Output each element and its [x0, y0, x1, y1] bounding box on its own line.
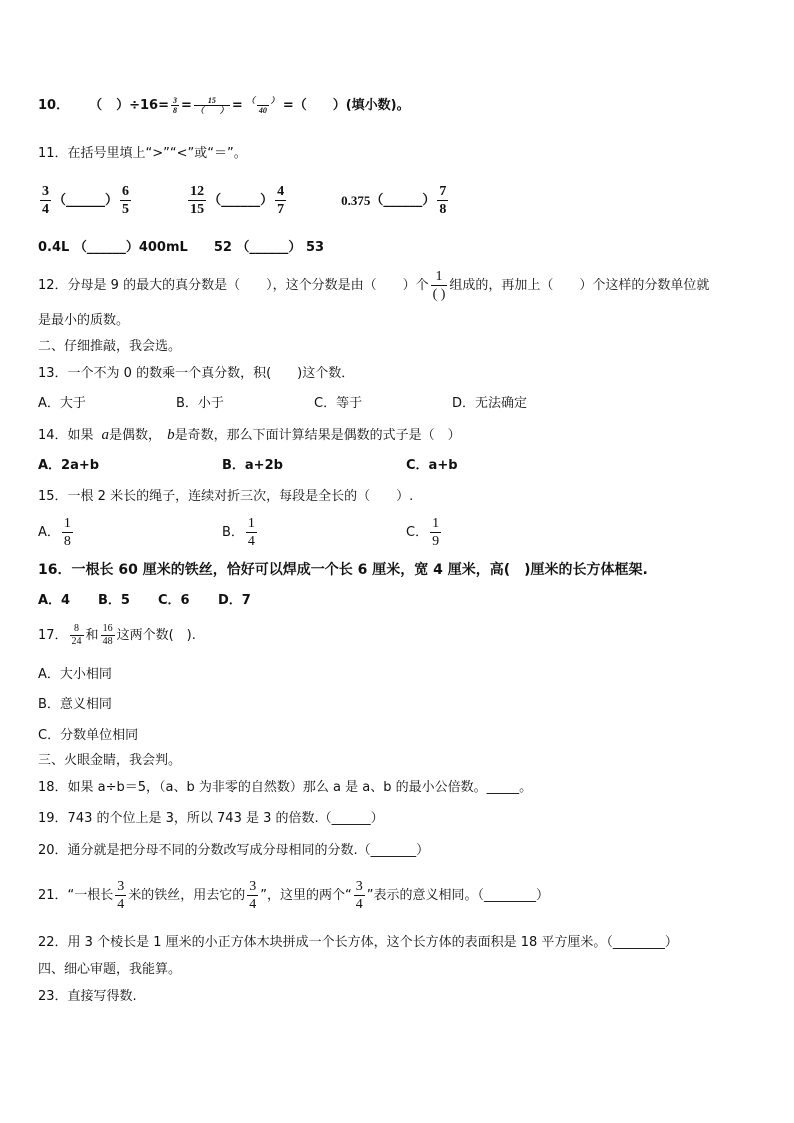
option-c[interactable]: C．等于	[314, 396, 363, 411]
fraction-16-48: $\frac{16}{48}$	[102, 623, 113, 647]
compare-blank: （______）	[370, 192, 436, 208]
fraction-unit-1: $\frac{1}{( )}$	[432, 269, 446, 302]
q10-tail: =（ ）(填小数)。	[282, 97, 410, 113]
option-a[interactable]: A．4	[38, 593, 71, 608]
question-15: 15．一根 2 米长的绳子，连续对折三次，每段是全长的（ ）.	[38, 489, 414, 504]
fraction-3-4: $\frac{3}{4}$	[117, 879, 125, 912]
compare-blank: （______）	[53, 192, 119, 208]
question-12-line-2: 是最小的质数。	[38, 313, 130, 328]
option-d[interactable]: D．7	[218, 593, 251, 608]
fraction-3-4: $\frac{3}{4}$	[249, 879, 257, 912]
question-12-line-1: 12．分母是 9 的最大的真分数是（ ），这个分数是由（ ）个 $\frac{1}{( )}$ 组成的，再加上（ ）个这样的分数单位就	[38, 269, 710, 302]
option-a[interactable]: A． $\frac{1}{8}$	[38, 516, 71, 549]
q17-option-c[interactable]: C．分数单位相同	[38, 728, 139, 743]
question-23: 23．直接写得数.	[38, 989, 137, 1004]
q10-number: 10．	[38, 97, 70, 113]
option-a[interactable]: A．2a+b	[38, 458, 100, 473]
q11-row-1	[38, 183, 450, 218]
option-c[interactable]: C．6	[158, 593, 190, 608]
fraction-blank-40: $\frac{( )}{40}$	[246, 96, 279, 115]
option-d[interactable]: D．无法确定	[452, 396, 528, 411]
q14-options	[38, 458, 458, 474]
question-18: 18．如果 a÷b＝5，（a、b 为非零的自然数）那么 a 是 a、b 的最小公倍数。_____。	[38, 780, 533, 795]
option-b[interactable]: B．a+2b	[222, 458, 283, 473]
q17-option-a[interactable]: A．大小相同	[38, 667, 112, 682]
decimal-0375: 0.375	[341, 192, 371, 208]
q11-row-2	[38, 240, 324, 256]
fraction-1-8: $\frac{1}{8}$	[63, 516, 71, 549]
fraction-7-8: $\frac{7}{8}$	[439, 184, 447, 217]
fraction-8-24: $\frac{8}{24}$	[71, 623, 82, 647]
fraction-3-4: $\frac{3}{4}$	[355, 879, 363, 912]
compare-52-53: 52 （______） 53	[213, 240, 325, 255]
fraction-4-7: $\frac{4}{7}$	[277, 184, 285, 217]
fraction-1-9: $\frac{1}{9}$	[432, 516, 440, 549]
section-2-heading: 二、仔细推敲，我会选。	[38, 339, 182, 354]
q16-options	[38, 593, 251, 609]
option-b[interactable]: B．小于	[176, 396, 224, 411]
fraction-12-15: $\frac{12}{15}$	[190, 184, 205, 217]
q10-divide-16: ）÷16=	[116, 97, 169, 113]
question-10: 10． （ ）÷16= $\frac{3}{8}$ = $\frac{15}{( )}$ = $\frac{( )}{40}$ =（ ）(填小数)。	[38, 96, 410, 115]
question-16: 16．一根长 60 厘米的铁丝，恰好可以焊成一个长 6 厘米，宽 4 厘米，高( )厘米的长方体框架.	[38, 562, 648, 578]
q17-option-b[interactable]: B．意义相同	[38, 697, 112, 712]
compare-blank: （______）	[208, 192, 274, 208]
variable-a: a	[101, 427, 110, 443]
fraction-6-5: $\frac{6}{5}$	[122, 184, 130, 217]
question-19: 19．743 的个位上是 3，所以 743 是 3 的倍数.（______）	[38, 811, 384, 826]
question-20: 20．通分就是把分母不同的分数改写成分母相同的分数.（_______）	[38, 843, 430, 858]
section-4-heading: 四、细心审题，我能算。	[38, 962, 182, 977]
question-21: 21．“一根长 $\frac{3}{4}$ 米的铁丝，用去它的 $\frac{3}{4}$ ”，这里的两个“ $\frac{3}{4}$ ”表示的意义相同。（________）	[38, 879, 550, 912]
variable-b: b	[167, 427, 175, 443]
option-a[interactable]: A．大于	[38, 396, 86, 411]
fraction-1-4: $\frac{1}{4}$	[247, 516, 255, 549]
option-b[interactable]: B．5	[98, 593, 130, 608]
question-22: 22．用 3 个棱长是 1 厘米的小正方体木块拼成一个长方体，这个长方体的表面积是 18 平方厘米。（________）	[38, 935, 678, 950]
fraction-15-blank: $\frac{15}{( )}$	[195, 96, 228, 115]
option-b[interactable]: B． $\frac{1}{4}$	[222, 516, 255, 549]
option-c[interactable]: C．a+b	[406, 458, 458, 473]
question-13: 13．一个不为 0 的数乘一个真分数，积( )这个数．	[38, 366, 355, 381]
question-11-title: 11．在括号里填上“>”“<”或“＝”。	[38, 146, 247, 161]
fraction-3-4: $\frac{3}{4}$	[42, 184, 49, 217]
fraction-3-8: $\frac{3}{8}$	[173, 96, 177, 115]
compare-volume: 0.4L （______）400mL	[38, 240, 188, 255]
q13-options	[38, 396, 527, 412]
option-c[interactable]: C． $\frac{1}{9}$	[406, 516, 440, 549]
question-14: 14．如果 a是偶数， b是奇数，那么下面计算结果是偶数的式子是（ ）	[38, 427, 461, 443]
question-17: 17． $\frac{8}{24}$ 和 $\frac{16}{48}$ 这两个数( ).	[38, 623, 196, 647]
section-3-heading: 三、火眼金睛，我会判。	[38, 753, 182, 768]
q15-options	[38, 515, 443, 550]
